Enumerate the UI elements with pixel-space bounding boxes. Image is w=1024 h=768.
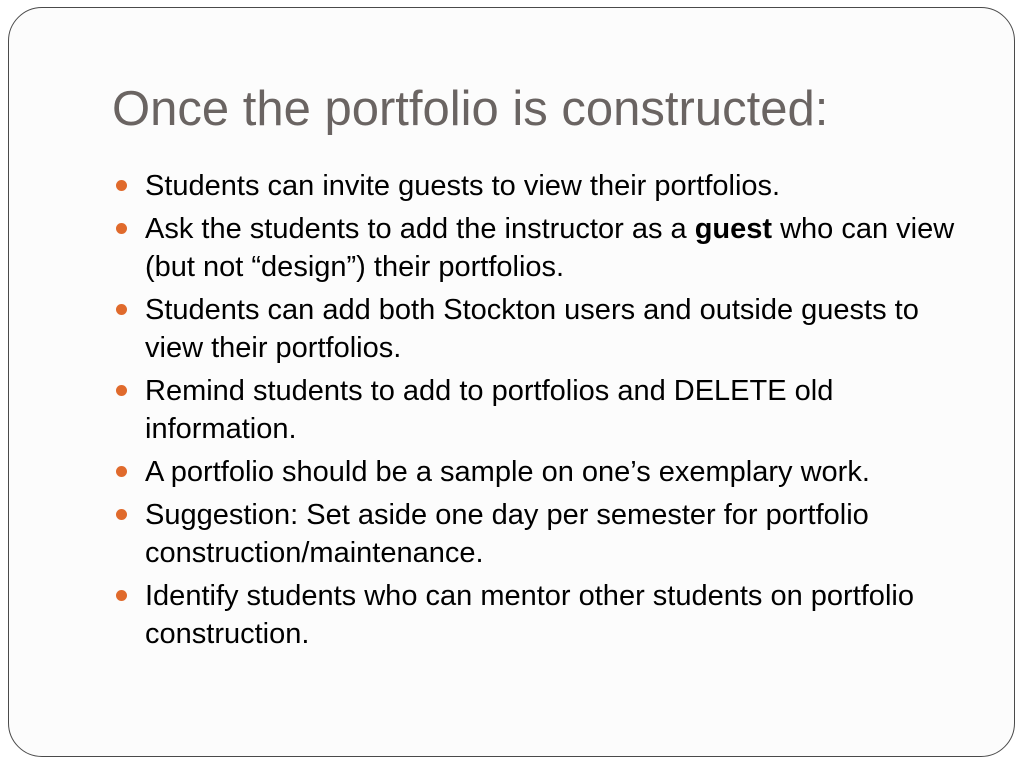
bullet-text: Students can invite guests to view their portfolios.	[145, 170, 781, 202]
bullet-dot-icon	[116, 180, 127, 191]
bullet-text: A portfolio should be a sample on one’s exemplary work.	[145, 456, 870, 488]
bullet-dot-icon	[116, 304, 127, 315]
bullet-text: Identify students who can mentor other students on portfolio construction.	[145, 580, 914, 650]
bullet-item	[116, 372, 976, 448]
slide-title: Once the portfolio is constructed:	[112, 82, 829, 136]
bullet-item	[116, 291, 976, 367]
bullet-text: Suggestion: Set aside one day per semester for portfolio construction/maintenance.	[145, 499, 869, 569]
bold-keyword: guest	[694, 213, 773, 245]
bullet-text: Remind students to add to portfolios and DELETE old information.	[145, 375, 834, 445]
bullet-dot-icon	[116, 385, 127, 396]
bullet-item	[116, 496, 976, 572]
bullet-dot-icon	[116, 223, 127, 234]
bullet-text-part: who can view (but not “design”) their portfolios.	[145, 213, 955, 283]
bullet-list	[116, 167, 976, 658]
bullet-dot-icon	[116, 590, 127, 601]
bullet-item	[116, 210, 976, 286]
bullet-text	[145, 213, 954, 283]
bullet-dot-icon	[116, 466, 127, 477]
bullet-dot-icon	[116, 509, 127, 520]
bullet-text: Students can add both Stockton users and outside guests to view their portfolios.	[145, 294, 919, 364]
bullet-item	[116, 577, 976, 653]
bullet-item	[116, 167, 976, 205]
bullet-item	[116, 453, 976, 491]
bullet-text-part: Ask the students to add the instructor as a	[145, 213, 695, 245]
